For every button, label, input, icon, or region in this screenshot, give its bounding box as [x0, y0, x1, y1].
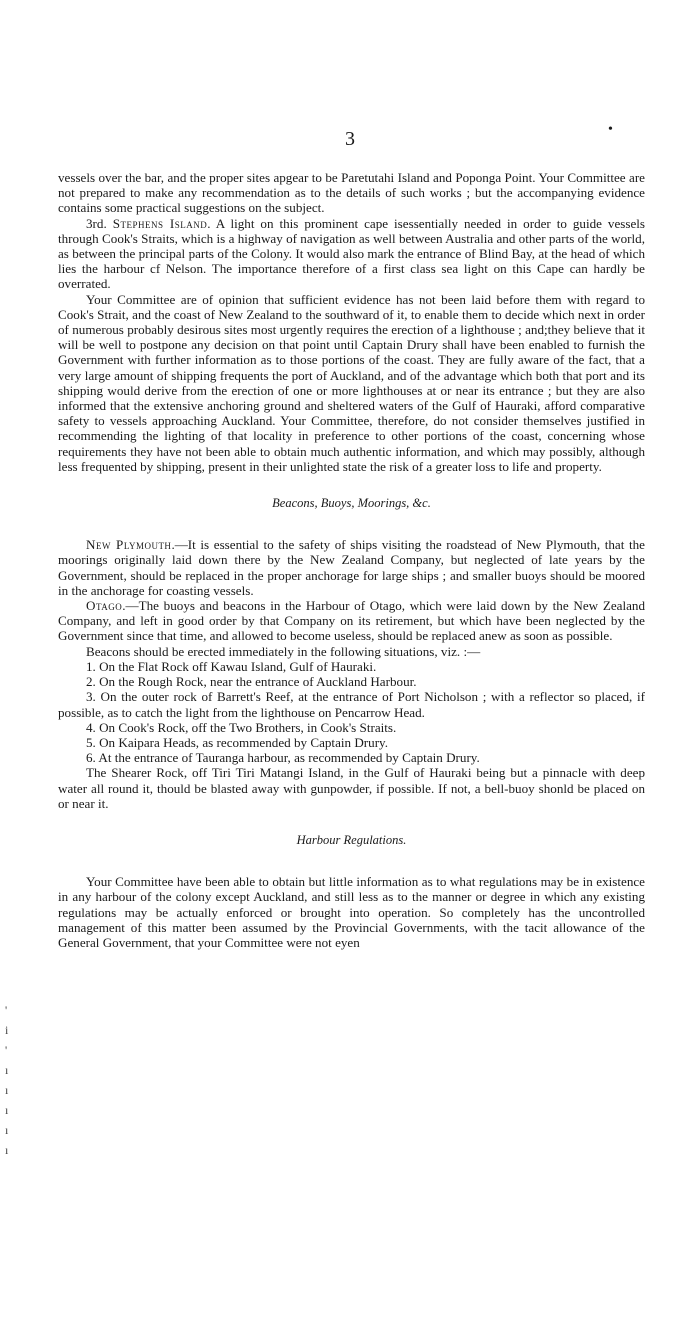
place-term: Otago	[86, 598, 123, 614]
beacon-list	[58, 659, 645, 765]
section-heading-harbour-regulations: Harbour Regulations.	[296, 832, 407, 847]
list-item: 2. On the Rough Rock, near the entrance of Auckland Harbour.	[86, 674, 417, 690]
margin-mark: '	[5, 1043, 8, 1057]
paragraph-committee-opinion: Your Committee are of opinion that sufficient evidence has not been laid before them with regard to Cook's Strait, and the coast of New Zealand to the southward of it, to enable them to decide which next in order of numerous probably desirous sites most urgently requires the erection of a lighthouse ; and;they believe that it will be well to postpone any decision on that point until Captain Drury shall have been enabled to furnish the Government with further information as to those portions of the coast. They are fully aware of the fact, that a very large amount of shipping frequents the port of Auckland, and of the advantage which both that port and its shipping would derive from the erection of one or more lighthouses at or near its entrance ; but they are also informed that the extensive anchoring ground and sheltered waters of the Gulf of Hauraki, afford comparative safety to vessels approaching Auckland. Your Committee, therefore, do not consider themselves justified in recommending the lighting of that locality in preference to other portions of the coast, concerning whose requirements they have not been able to obtain much authentic information, and which may possibly, although less frequented by shipping, present in their unlighted state the risk of a greater loss to life and property.	[58, 291, 645, 474]
paragraph-beacons-intro: Beacons should be erected immediately in the following situations, viz. :—	[86, 643, 481, 659]
margin-mark: i	[5, 1023, 9, 1037]
margin-mark: ı	[5, 1103, 9, 1117]
paragraph-otago	[58, 598, 645, 644]
list-item: 4. On Cook's Rock, off the Two Brothers, in Cook's Straits.	[86, 719, 397, 735]
place-term: Stephens Island	[112, 215, 208, 231]
paragraph-text: . A light on this prominent cape isessentially needed in order to guide vessels through Cook's Straits, which is a highway of navigation as well between Australia and other parts of the world, as between the principal parts of the Colony. It would also mark the entrance of Blind Bay, at the head of which lies the harbour cf Nelson. The importance therefore of a first class sea light on this Cape can hardly be overrated.	[58, 215, 646, 292]
margin-mark: ı	[5, 1123, 9, 1137]
document-body	[58, 170, 645, 950]
paragraph-harbour-regulations: Your Committee have been able to obtain but little information as to what regulations may be in existence in any harbour of the colony except Auckland, and still less as to the manner or degree in which any existing regulations may be actually enforced or brought into operation. So completely has the uncontrolled management of this matter been assumed by the Provincial Governments, with the tacit allowance of the General Government, that your Committee were not eyen	[58, 874, 645, 950]
paragraph-prefix: 3rd.	[86, 215, 113, 231]
paragraph-shearer-rock: The Shearer Rock, off Tiri Tiri Matangi Island, in the Gulf of Hauraki being but a pinnacle with deep water all round it, thould be blasted away with gunpowder, if possible. If not, a bell-buoy shonld be placed on or near it.	[58, 765, 645, 811]
section-heading-beacons: Beacons, Buoys, Moorings, &c.	[272, 496, 431, 511]
margin-mark: ı	[5, 1063, 9, 1077]
paragraph-text: .—It is essential to the safety of ships visiting the roadstead of New Plymouth, that the moorings originally laid down there by the New Zealand Company, but neglected of late years by the Government, should be replaced in the proper anchorage for large ships ; and smaller buoys should be moored in the anchorage for coasting vessels.	[58, 537, 645, 598]
margin-mark: ı	[5, 1083, 9, 1097]
paragraph-new-plymouth	[58, 537, 645, 598]
page-dot-mark: •	[608, 122, 613, 137]
paragraph-text: .—The buoys and beacons in the Harbour of Otago, which were laid down by the New Zealand Company, and left in good order by that Company on its retirement, but which have been neglected by the Government since that time, and allowed to become useless, should be replaced anew as soon as possible.	[58, 598, 645, 644]
list-item: 3. On the outer rock of Barrett's Reef, at the entrance of Port Nicholson ; with a reflector so placed, if possible, as to catch the light from the lighthouse on Pencarrow Head.	[58, 689, 645, 720]
page-number: 3	[345, 128, 355, 150]
paragraph-works: vessels over the bar, and the proper sites apgear to be Paretutahi Island and Poponga Point. Your Committee are not prepared to make any recommendation as to the details of such works ; but the accompanying evidence contains some practical suggestions on the subject.	[58, 170, 645, 216]
list-item: 6. At the entrance of Tauranga harbour, as recommended by Captain Drury.	[86, 750, 480, 766]
paragraph-stephens-island	[58, 216, 645, 292]
list-item: 5. On Kaipara Heads, as recommended by Captain Drury.	[86, 734, 389, 750]
margin-mark: ı	[5, 1143, 9, 1157]
margin-marks	[5, 1000, 8, 1160]
list-item: 1. On the Flat Rock off Kawau Island, Gulf of Hauraki.	[86, 658, 377, 674]
margin-mark: '	[5, 1003, 8, 1017]
place-term: New Plymouth	[86, 537, 172, 553]
